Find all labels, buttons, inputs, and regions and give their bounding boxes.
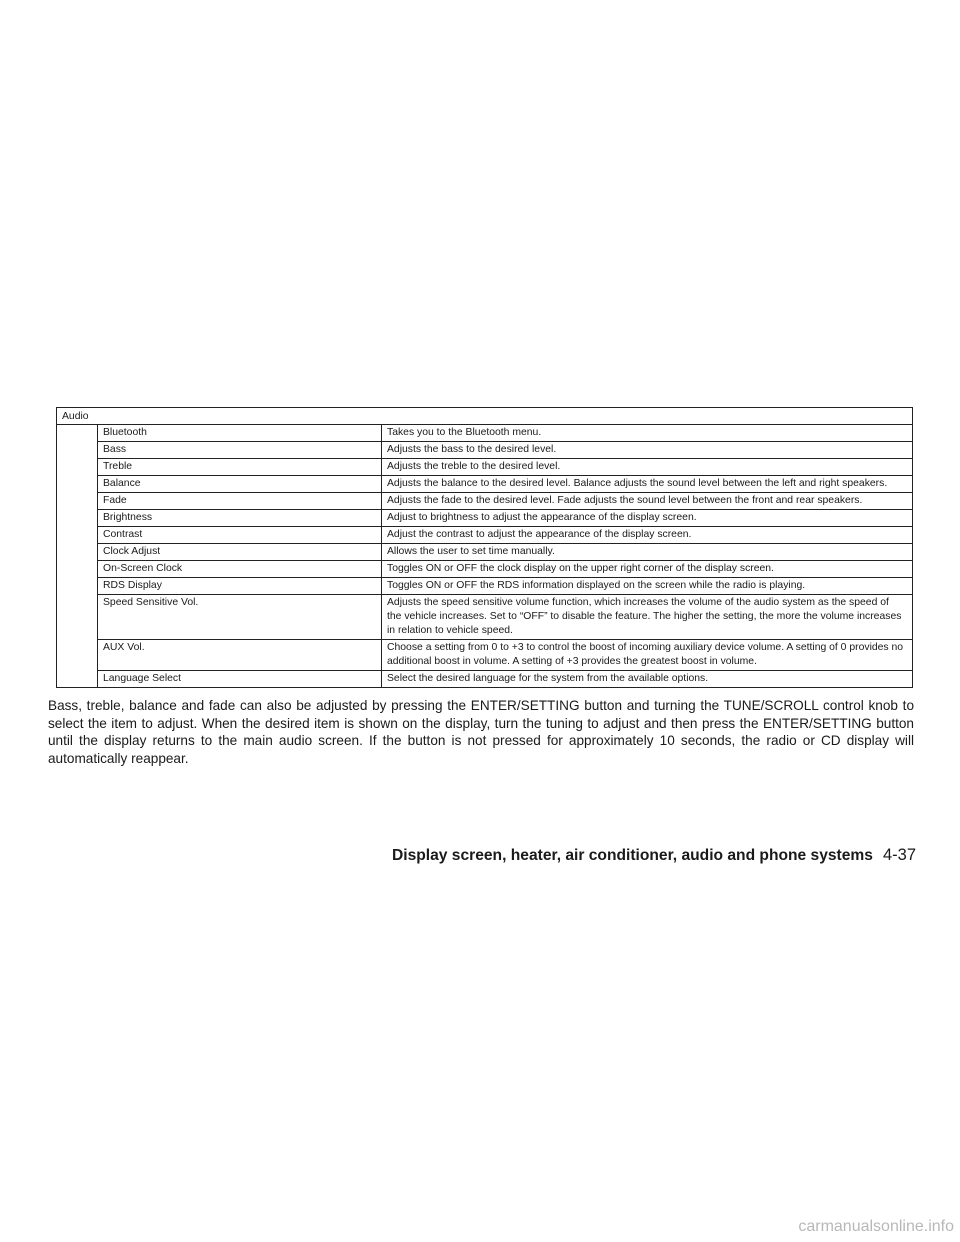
table-row [98,595,912,640]
audio-settings-table [56,407,913,688]
table-row [98,442,912,459]
setting-name: Brightness [98,510,382,526]
table-row [98,527,912,544]
table-row [98,425,912,442]
setting-name: Bass [98,442,382,458]
table-rows [97,425,912,687]
setting-description: Adjusts the speed sensitive volume function, which increases the volume of the audio system as the speed of the vehicle increases. Set to “OFF” to disable the feature. The higher the setting, the more the volume increases in relation to vehicle speed. [387,597,902,636]
page-footer [392,846,916,865]
setting-description: Adjusts the balance to the desired level. Balance adjusts the sound level between the left and right speakers. [387,478,888,489]
table-row [98,459,912,476]
setting-name: Language Select [98,671,382,687]
table-row [98,671,912,687]
setting-name: Treble [98,459,382,475]
table-row [98,493,912,510]
setting-name: Fade [98,493,382,509]
setting-description: Adjusts the fade to the desired level. Fade adjusts the sound level between the front and rear speakers. [387,495,863,506]
setting-name: Balance [98,476,382,492]
setting-description: Adjusts the bass to the desired level. [387,444,557,455]
footer-section-title: Display screen, heater, air conditioner, audio and phone systems [392,847,873,864]
setting-name: Speed Sensitive Vol. [98,595,382,639]
setting-description: Toggles ON or OFF the clock display on the upper right corner of the display screen. [387,563,774,574]
table-row [98,640,912,671]
setting-description: Adjust to brightness to adjust the appearance of the display screen. [387,512,697,523]
watermark: carmanualsonline.info [798,1218,954,1235]
setting-name: AUX Vol. [98,640,382,670]
setting-description: Allows the user to set time manually. [387,546,555,557]
page-number: 4-37 [882,846,916,864]
body-paragraph: Bass, treble, balance and fade can also be adjusted by pressing the ENTER/SETTING button and turning the TUNE/SCROLL control knob to select the item to adjust. When the desired item is shown on the display, turn the tuning to adjust and then press the ENTER/SETTING button until the display returns to the main audio screen. If the button is not pressed for approximately 10 seconds, the radio or CD display will automatically reappear. [48,698,914,766]
table-group-header: Audio [57,408,912,425]
setting-name: Bluetooth [98,425,382,441]
setting-description: Select the desired language for the system from the available options. [387,673,709,684]
setting-description: Takes you to the Bluetooth menu. [387,427,542,438]
setting-description: Choose a setting from 0 to +3 to control the boost of incoming auxiliary device volume. A setting of 0 provides no additional boost in volume. A setting of +3 provides the greatest boost in volume. [387,642,904,667]
table-row [98,561,912,578]
setting-name: On-Screen Clock [98,561,382,577]
setting-description: Adjusts the treble to the desired level. [387,461,561,472]
table-row [98,510,912,527]
table-row [98,544,912,561]
setting-name: Contrast [98,527,382,543]
table-row [98,578,912,595]
table-row [98,476,912,493]
setting-name: Clock Adjust [98,544,382,560]
setting-description: Adjust the contrast to adjust the appearance of the display screen. [387,529,692,540]
setting-name: RDS Display [98,578,382,594]
setting-description: Toggles ON or OFF the RDS information displayed on the screen while the radio is playing. [387,580,806,591]
